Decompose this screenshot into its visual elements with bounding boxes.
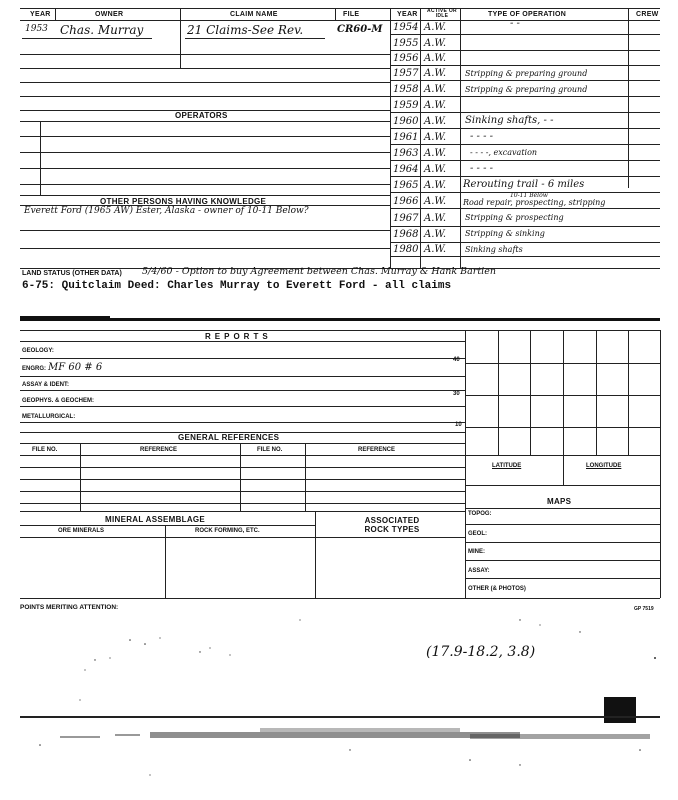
header-year: YEAR: [30, 11, 51, 18]
op-type-4: Stripping & preparing ground: [465, 69, 588, 78]
scale-40: 40: [453, 357, 460, 363]
gr-reference: REFERENCE: [140, 447, 178, 453]
file-number: CR60-M: [337, 24, 383, 35]
maps-title: MAPS: [547, 497, 572, 506]
maps-geol: GEOL:: [468, 531, 487, 537]
op-year-4: 1957: [393, 68, 419, 79]
op-status-6: A.W.: [424, 100, 447, 111]
op-note-1966: 10-11 Below: [510, 192, 548, 199]
report-engrg: ENGRG:: [22, 366, 46, 372]
gr-file-no: FILE NO.: [32, 447, 58, 453]
maps-other: OTHER (& PHOTOS): [468, 586, 526, 592]
report-geology: GEOLOGY:: [22, 348, 54, 354]
quitclaim-line: 6-75: Quitclaim Deed: Charles Murray to Everett Ford - all claims: [22, 280, 452, 292]
latitude-label: LATITUDE: [492, 463, 522, 469]
ore-minerals: ORE MINERALS: [58, 528, 105, 534]
op-type-13: Stripping & prospecting: [465, 213, 564, 222]
op-year-13: 1967: [393, 213, 419, 224]
op-status-13: A.W.: [424, 213, 447, 224]
coordinates-note: (17.9-18.2, 3.8): [426, 644, 536, 660]
op-year-3: 1956: [393, 53, 419, 64]
op-year-1: 1954: [393, 22, 419, 33]
scale-30: 30: [453, 391, 460, 397]
op-year-9: 1963: [393, 148, 419, 159]
scale-10: 10: [455, 422, 462, 428]
header-claim-name: CLAIM NAME: [230, 11, 278, 18]
owner-name: Chas. Murray: [60, 23, 144, 37]
op-type-5: Stripping & preparing ground: [465, 85, 588, 94]
land-status-label: LAND STATUS (OTHER DATA): [22, 270, 122, 277]
op-year-11: 1965: [393, 180, 419, 191]
gr-file-no-2: FILE NO.: [257, 447, 283, 453]
reports-title: REPORTS: [205, 332, 272, 341]
header-type-operation: TYPE OF OPERATION: [488, 11, 567, 18]
op-status-5: A.W.: [424, 84, 447, 95]
op-type-14: Stripping & sinking: [465, 229, 545, 238]
op-type-9: - - - -, excavation: [470, 148, 538, 157]
op-type-7: Sinking shafts, - -: [465, 115, 554, 126]
longitude-label: LONGITUDE: [586, 463, 622, 469]
other-persons-entry: Everett Ford (1965 AW) Ester, Alaska - owner of 10-11 Below?: [24, 206, 309, 216]
op-status-3: A.W.: [424, 53, 447, 64]
header-year-2: YEAR: [397, 11, 418, 18]
op-year-8: 1961: [393, 132, 419, 143]
op-year-14: 1968: [393, 229, 419, 240]
op-type-8: - - - -: [470, 131, 494, 142]
assoc-rock-title: ASSOCIATED ROCK TYPES: [364, 516, 420, 534]
form-number: GP 7519: [634, 606, 654, 612]
op-status-14: A.W.: [424, 229, 447, 240]
header-crew: CREW: [636, 11, 659, 18]
op-status-4: A.W.: [424, 68, 447, 79]
maps-topog: TOPOG:: [468, 511, 492, 517]
points-meriting: POINTS MERITING ATTENTION:: [20, 604, 119, 611]
rock-forming: ROCK FORMING, ETC.: [195, 528, 260, 534]
report-engrg-value: MF 60 # 6: [48, 362, 103, 373]
scan-noise: [0, 600, 678, 800]
header-file: FILE: [343, 11, 360, 18]
op-status-9: A.W.: [424, 148, 447, 159]
maps-mine: MINE:: [468, 549, 485, 555]
owner-year: 1953: [25, 24, 48, 34]
op-status-10: A.W.: [424, 164, 447, 175]
op-year-10: 1964: [393, 164, 419, 175]
report-assay: ASSAY & IDENT:: [22, 382, 70, 388]
op-year-15: 1980: [393, 244, 419, 255]
op-type-10: - - - -: [470, 163, 494, 174]
header-owner: OWNER: [95, 11, 124, 18]
report-geophys: GEOPHYS. & GEOCHEM:: [22, 398, 95, 404]
op-type-12: Road repair, prospecting, stripping: [463, 198, 606, 207]
op-year-5: 1958: [393, 84, 419, 95]
maps-assay: ASSAY:: [468, 568, 490, 574]
op-status-1: A.W.: [424, 22, 447, 33]
op-year-12: 1966: [393, 196, 419, 207]
mineral-title: MINERAL ASSEMBLAGE: [105, 515, 206, 524]
claim-name: 21 Claims-See Rev.: [187, 23, 304, 37]
op-type-11: Rerouting trail - 6 miles: [463, 179, 585, 190]
other-persons-title: OTHER PERSONS HAVING KNOWLEDGE: [100, 197, 267, 206]
op-status-7: A.W.: [424, 116, 447, 127]
op-type-15: Sinking shafts: [465, 245, 523, 254]
op-year-6: 1959: [393, 100, 419, 111]
report-metallurgical: METALLURGICAL:: [22, 414, 76, 420]
op-type-1: - -: [510, 18, 520, 29]
op-status-15: A.W.: [424, 244, 447, 255]
land-status-entry: 5/4/60 - Option to buy Agreement between Chas. Murray & Hank Bartien: [142, 266, 496, 277]
op-status-2: A.W.: [424, 38, 447, 49]
header-active-idle: ACTIVE OR IDLE: [427, 8, 457, 19]
operators-title: OPERATORS: [175, 111, 228, 120]
op-status-8: A.W.: [424, 132, 447, 143]
op-year-2: 1955: [393, 38, 419, 49]
op-year-7: 1960: [393, 116, 419, 127]
op-status-12: A.W.: [424, 196, 447, 207]
general-refs-title: GENERAL REFERENCES: [178, 433, 280, 442]
op-status-11: A.W.: [424, 180, 447, 191]
gr-reference-2: REFERENCE: [358, 447, 396, 453]
